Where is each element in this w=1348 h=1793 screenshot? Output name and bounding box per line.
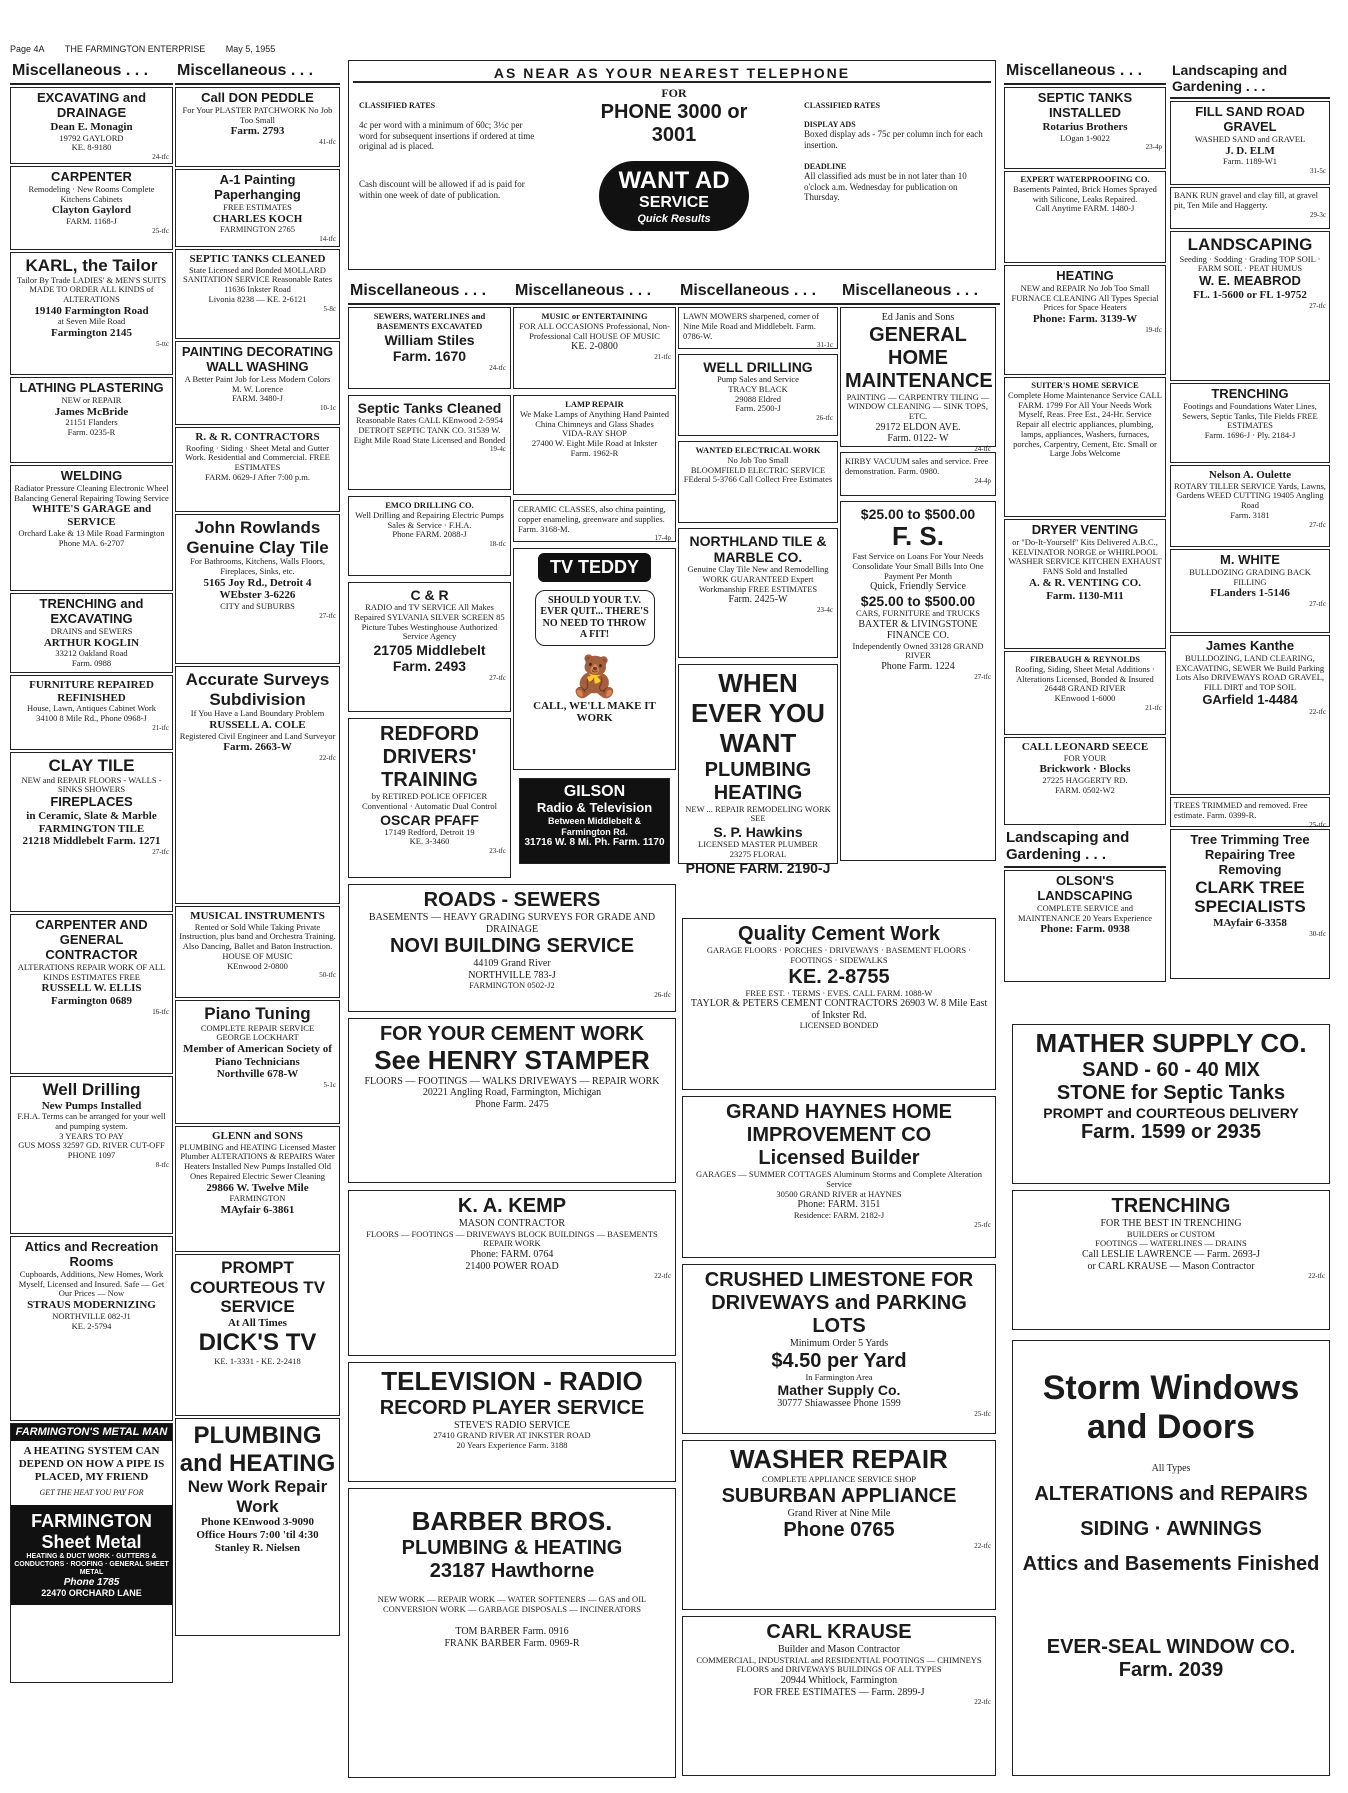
- masthead: [10, 44, 340, 58]
- classified-ad: MUSICAL INSTRUMENTS Rented or Sold While Taking Private Instruction, plus band and Orchestra Training. Also Dancing, Ballet and Baton Instruction. HOUSE OF MUSIC KEnwood 2-0800 50-tfc: [175, 906, 340, 998]
- classified-ad: CARPENTER AND GENERAL CONTRACTOR ALTERATIONS REPAIR WORK OF ALL KINDS ESTIMATES FREE RUSSELL W. ELLIS Farmington 0689 16-tfc: [10, 914, 173, 1074]
- classified-ad: CALL LEONARD SEECE FOR YOUR Brickwork · Blocks 27225 HAGGERTY RD. FARM. 0502-W2: [1004, 737, 1166, 825]
- section-heading: Landscaping and Gardening . . .: [1170, 60, 1330, 99]
- issue-date: May 5, 1955: [225, 44, 276, 54]
- classified-ad: SEWERS, WATERLINES and BASEMENTS EXCAVATED William Stiles Farm. 1670 24-tfc: [348, 307, 511, 389]
- paper-name: THE FARMINGTON ENTERPRISE: [64, 44, 206, 54]
- classified-ad: CRUSHED LIMESTONE FOR DRIVEWAYS and PARKING LOTS Minimum Order 5 Yards $4.50 per Yard In Farmington Area Mather Supply Co. 30777 Shiawassee Phone 1599 25-tfc: [682, 1264, 996, 1434]
- classified-ad: C & R RADIO and TV SERVICE All Makes Repaired SYLVANIA SILVER SCREEN 85 Picture Tubes Westinghouse Authorized Service Agency 21705 Middlebelt Farm. 2493 27-tfc: [348, 582, 511, 712]
- section-heading: Miscellaneous . . .: [678, 280, 842, 305]
- classified-ad: John Rowlands Genuine Clay Tile For Bathrooms, Kitchens, Walls Floors, Fireplaces, Sinks, etc. 5165 Joy Rd., Detroit 4 WEbster 3-6226 CITY and SUBURBS 27-tfc: [175, 514, 340, 664]
- classified-ad: ROADS - SEWERS BASEMENTS — HEAVY GRADING SURVEYS FOR GRADE AND DRAINAGE NOVI BUILDING SERVICE 44109 Grand River NORTHVILLE 783-J FARMINGTON 0502-J2 26-tfc: [348, 884, 676, 1012]
- classified-ad: KARL, the Tailor Tailor By Trade LADIES' & MEN'S SUITS MADE TO ORDER ALL KINDS of ALTERATIONS 19140 Farmington Road at Seven Mile Road Farmington 2145 5-ttc: [10, 252, 173, 375]
- classified-ad: Attics and Recreation Rooms Cupboards, Additions, New Homes, Work Myself, Licensed and Insured. Safe — Get Our Prices — Now STRAUS MODERNIZING NORTHVILLE 082-J1 KE. 2-5794: [10, 1236, 173, 1421]
- classified-ad: CLAY TILE NEW and REPAIR FLOORS - WALLS - SINKS SHOWERS FIREPLACES in Ceramic, Slate & Marble FARMINGTON TILE 21218 Middlebelt Farm. 1271 27-tfc: [10, 752, 173, 912]
- classified-ad: LATHING PLASTERING NEW or REPAIR James McBride 21151 Flanders Farm. 0235-R: [10, 377, 173, 463]
- classified-ad: SUITER'S HOME SERVICE Complete Home Maintenance Service CALL FARM. 1799 For All Your Needs Work Myself, Reas. Free Est., 24-Hr. Service Repair all electric appliances, plumbing, lamps, appliances, Washers, furnaces, porches, Carpentry, Cement, Etc. Small or Large Jobs Welcome: [1004, 377, 1166, 517]
- page-number: Page 4A: [10, 44, 45, 54]
- classified-ad: WANTED ELECTRICAL WORK No Job Too Small BLOOMFIELD ELECTRIC SERVICE FEderal 5-3766 Call Collect Free Estimates: [678, 441, 838, 523]
- classified-ad: REDFORD DRIVERS' TRAINING by RETIRED POLICE OFFICER Conventional · Automatic Dual Control OSCAR PFAFF 17149 Redford, Detroit 19 KE. 3-3460 23-tfc: [348, 718, 511, 878]
- teddy-icon: 🧸: [569, 653, 620, 699]
- classified-ad: James Kanthe BULLDOZING, LAND CLEARING, EXCAVATING, SEWER We Build Parking Lots Also DRIVEWAYS ROAD GRAVEL, FILL DIRT and TOP SOIL GArfield 1-4484 22-tfc: [1170, 635, 1330, 795]
- column-7: [1004, 60, 1166, 984]
- classified-ad: Quality Cement Work GARAGE FLOORS · PORCHES · DRIVEWAYS · BASEMENT FLOORS · FOOTINGS · SIDEWALKS KE. 2-8755 FREE EST. · TERMS · EVES. CALL FARM. 1088-W TAYLOR & PETERS CEMENT CONTRACTORS 26903 W. 8 Mile East of Inkster Rd. LICENSED BONDED: [682, 918, 996, 1090]
- classified-ad: EXPERT WATERPROOFING CO. Basements Painted, Brick Homes Sprayed with Silicone, Leaks Repaired. Call Anytime FARM. 1480-J: [1004, 171, 1166, 263]
- classified-ad: WHEN EVER YOU WANT PLUMBING HEATING NEW ... REPAIR REMODELING WORK SEE S. P. Hawkins LICENSED MASTER PLUMBER 23275 FLORAL PHONE FARM. 2190-J: [678, 664, 838, 864]
- classified-ad: WASHER REPAIR COMPLETE APPLIANCE SERVICE SHOP SUBURBAN APPLIANCE Grand River at Nine Mile Phone 0765 22-tfc: [682, 1440, 996, 1610]
- classified-rates-banner: AS NEAR AS YOUR NEAREST TELEPHONE CLASSIFIED RATES 4c per word with a minimum of 60c; 3½c per word for subsequent insertions if ordered at time original ad is placed. Cash discount will be allowed if ad is paid for within one week of date of publication. FOR PHONE 3000 or 3001 WANT AD SERVICE Quick Results CLASSIFIED RATES DISPLAY ADS Boxed display ads - 75c per column inch for each insertion. DEADLINE All classified ads must be in not later than 10 o'clock a.m. Wednesday for publication on Thursday.: [348, 60, 996, 270]
- classified-ad: EXCAVATING and DRAINAGE Dean E. Monagin 19792 GAYLORD KE. 8-9180 24-tfc: [10, 87, 173, 164]
- section-heading: Miscellaneous . . .: [175, 60, 340, 85]
- classified-ad: PAINTING DECORATING WALL WASHING A Better Paint Job for Less Modern Colors M. W. Lorence FARM. 3480-J 10-1c: [175, 341, 340, 425]
- classified-ad: SEPTIC TANKS CLEANED State Licensed and Bonded MOLLARD SANITATION SERVICE Reasonable Rates 11636 Inkster Road Livonia 8238 — KE. 2-6121 5-8c: [175, 249, 340, 339]
- column-8: [1170, 60, 1330, 981]
- classified-ad: EMCO DRILLING CO. Well Drilling and Repairing Electric Pumps Sales & Service · F.H.A. Phone FARM. 2088-J 18-tfc: [348, 496, 511, 576]
- classified-ad: Call DON PEDDLE For Your PLASTER PATCHWORK No Job Too Small Farm. 2793 41-tfc: [175, 87, 340, 167]
- classified-ad: WELL DRILLING Pump Sales and Service TRACY BLACK 29088 Eldred Farm. 2500-J 26-tfc: [678, 354, 838, 436]
- classified-ad: TELEVISION - RADIO RECORD PLAYER SERVICE STEVE'S RADIO SERVICE 27410 GRAND RIVER AT INKSTER ROAD 20 Years Experience Farm. 3188: [348, 1362, 676, 1482]
- section-heading: Landscaping and Gardening . . .: [1004, 827, 1166, 868]
- gilson-ad: GILSON Radio & Television Between Middlebelt & Farmington Rd. 31716 W. 8 Mi. Ph. Farm. 1170: [519, 778, 670, 864]
- column-2: [175, 60, 340, 1638]
- classified-ad: M. WHITE BULLDOZING GRADING BACK FILLING FLanders 1-5146 27-tfc: [1170, 549, 1330, 633]
- classified-ad: FIREBAUGH & REYNOLDS Roofing, Siding, Sheet Metal Additions · Alterations Licensed, Bonded & Insured 26448 GRAND RIVER KEnwood 1-6000 21-tfc: [1004, 651, 1166, 735]
- classified-ad: GLENN and SONS PLUMBING and HEATING Licensed Master Plumber ALTERATIONS & REPAIRS Water Heaters Installed New Pumps Installed Old Ones Repaired Electric Sewer Cleaning 29866 W. Twelve Mile FARMINGTON MAyfair 6-3861: [175, 1126, 340, 1252]
- classified-ad: GRAND HAYNES HOME IMPROVEMENT CO Licensed Builder GARAGES — SUMMER COTTAGES Aluminum Storms and Complete Alteration Service 30500 GRAND RIVER at HAYNES Phone: FARM. 3151 Residence: FARM. 2182-J 25-tfc: [682, 1096, 996, 1258]
- classified-ad: DRYER VENTING or "Do-It-Yourself" Kits Delivered A.B.C., KELVINATOR NORGE or WHIRLPOOL WASHER SERVICE KITCHEN EXHAUST FANS Sold and Installed A. & R. VENTING CO. Farm. 1130-M11: [1004, 519, 1166, 649]
- banner-tagline: AS NEAR AS YOUR NEAREST TELEPHONE: [353, 65, 991, 83]
- classified-ad: FOR YOUR CEMENT WORK See HENRY STAMPER FLOORS — FOOTINGS — WALKS DRIVEWAYS — REPAIR WORK 20221 Angling Road, Farmington, Michigan Phone Farm. 2475: [348, 1018, 676, 1183]
- section-heading: Miscellaneous . . .: [10, 60, 173, 85]
- metal-man-ad: FARMINGTON'S METAL MAN A HEATING SYSTEM CAN DEPEND ON HOW A PIPE IS PLACED, MY FRIEND GET THE HEAT YOU PAY FOR FARMINGTON Sheet Metal HEATING & DUCT WORK · GUTTERS & CONDUCTORS · ROOFING · GENERAL SHEET METAL Phone 1785 22470 ORCHARD LANE: [10, 1423, 173, 1683]
- classified-ad: BARBER BROS. PLUMBING & HEATING 23187 Hawthorne NEW WORK — REPAIR WORK — WATER SOFTENERS — GAS and OIL CONVERSION WORK — GARBAGE DISPOSALS — INCINERATORS TOM BARBER Farm. 0916 FRANK BARBER Farm. 0969-R: [348, 1488, 676, 1778]
- classified-ad: OLSON'S LANDSCAPING COMPLETE SERVICE and MAINTENANCE 20 Years Experience Phone: Farm. 0938: [1004, 870, 1166, 982]
- banner-phone: PHONE 3000 or 3001: [600, 100, 748, 146]
- section-heading: Miscellaneous . . .: [840, 280, 1000, 305]
- tv-teddy-ad: TV TEDDY SHOULD YOUR T.V. EVER QUIT... THERE'S NO NEED TO THROW A FIT! 🧸 CALL, WE'LL MAKE IT WORK: [513, 548, 676, 770]
- classified-ad: PLUMBING and HEATING New Work Repair Work Phone KEnwood 3-9090 Office Hours 7:00 'til 4:30 Stanley R. Nielsen: [175, 1418, 340, 1636]
- classified-ad: K. A. KEMP MASON CONTRACTOR FLOORS — FOOTINGS — DRIVEWAYS BLOCK BUILDINGS — BASEMENTS REPAIR WORK Phone: FARM. 0764 21400 POWER ROAD 22-tfc: [348, 1190, 676, 1356]
- classified-ad: FURNITURE REPAIRED REFINISHED House, Lawn, Antiques Cabinet Work 34100 8 Mile Rd., Phone 0968-J 21-tfc: [10, 675, 173, 750]
- classified-ad: MUSIC or ENTERTAINING FOR ALL OCCASIONS Professional, Non-Professional Call HOUSE OF MUSIC KE. 2-0800 21-tfc: [513, 307, 676, 389]
- classified-ad: Storm Windows and Doors All Types ALTERATIONS and REPAIRS SIDING · AWNINGS Attics and Basements Finished EVER-SEAL WINDOW CO. Farm. 2039: [1012, 1340, 1330, 1776]
- classified-ad: TRENCHING Footings and Foundations Water Lines, Sewers, Septic Tanks, Tile Fields FREE ESTIMATES Farm. 1696-J · Ply. 2184-J: [1170, 383, 1330, 463]
- classified-ad: TRENCHING and EXCAVATING DRAINS and SEWERS ARTHUR KOGLIN 33212 Oakland Road Farm. 0988: [10, 593, 173, 673]
- classified-ad: LAMP REPAIR We Make Lamps of Anything Hand Painted China Chimneys and Glass Shades VIDA-RAY SHOP 27400 W. Eight Mile Road at Inkster Farm. 1962-R: [513, 395, 676, 495]
- column-1: [10, 60, 173, 1685]
- classified-ad: PROMPT COURTEOUS TV SERVICE At All Times DICK'S TV KE. 1-3331 - KE. 2-2418: [175, 1254, 340, 1416]
- classified-ad: Well Drilling New Pumps Installed F.H.A. Terms can be arranged for your well and pumping system. 3 YEARS TO PAY GUS MOSS 32597 GD. RIVER CUT-OFF PHONE 1097 8-tfc: [10, 1076, 173, 1234]
- classified-ad: A-1 Painting Paperhanging FREE ESTIMATES CHARLES KOCH FARMINGTON 2765 14-tfc: [175, 169, 340, 247]
- classified-ad: Nelson A. Oulette ROTARY TILLER SERVICE Yards, Lawns, Gardens WEED CUTTING 19405 Angling Road Farm. 3181 27-tfc: [1170, 465, 1330, 547]
- classified-ad: Accurate Surveys Subdivision If You Have a Land Boundary Problem RUSSELL A. COLE Registered Civil Engineer and Land Surveyor Farm. 2663-W 22-tfc: [175, 666, 340, 904]
- classified-ad: $25.00 to $500.00 F. S. Fast Service on Loans For Your Needs Consolidate Your Small Bills Into One Payment Per Month Quick, Friendly Service $25.00 to $500.00 CARS, FURNITURE and TRUCKS BAXTER & LIVINGSTONE FINANCE CO. Independently Owned 33128 GRAND RIVER Phone Farm. 1224 27-tfc: [840, 501, 996, 861]
- classified-ad: CERAMIC CLASSES, also china painting, copper enameling, greenware and supplies. Farm. 3168-M. 17-4p: [513, 500, 676, 542]
- classified-ad: TREES TRIMMED and removed. Free estimate. Farm. 0399-R. 25-tfc: [1170, 797, 1330, 827]
- classified-ad: Piano Tuning COMPLETE REPAIR SERVICE GEORGE LOCKHART Member of American Society of Piano Technicians Northville 678-W 5-1c: [175, 1000, 340, 1124]
- section-heading: Miscellaneous . . .: [1004, 60, 1166, 85]
- classified-ad: BANK RUN gravel and clay fill, at gravel pit, Ten Mile and Haggerty. 29-3c: [1170, 187, 1330, 229]
- classified-ad: LAWN MOWERS sharpened, corner of Nine Mile Road and Middlebelt. Farm. 0786-W. 31-1c: [678, 307, 838, 349]
- section-heading: Miscellaneous . . .: [513, 280, 682, 305]
- classified-ad: TRENCHING FOR THE BEST IN TRENCHING BUILDERS or CUSTOM FOOTINGS — WATERLINES — DRAINS Call LESLIE LAWRENCE — Farm. 2693-J or CARL KRAUSE — Mason Contractor 22-tfc: [1012, 1190, 1330, 1330]
- classified-ad: WELDING Radiator Pressure Cleaning Electronic Wheel Balancing General Repairing Towing Service WHITE'S GARAGE and SERVICE Orchard Lake & 13 Mile Road Farmington Phone MA. 6-2707: [10, 465, 173, 591]
- classified-ad: MATHER SUPPLY CO. SAND - 60 - 40 MIX STONE for Septic Tanks PROMPT and COURTEOUS DELIVERY Farm. 1599 or 2935: [1012, 1024, 1330, 1184]
- classified-ad: FILL SAND ROAD GRAVEL WASHED SAND and GRAVEL J. D. ELM Farm. 1189-W1 31-5c: [1170, 101, 1330, 185]
- classified-ad: NORTHLAND TILE & MARBLE CO. Genuine Clay Tile New and Remodelling WORK GUARANTEED Expert Workmanship FREE ESTIMATES Farm. 2425-W 23-4c: [678, 528, 838, 658]
- classified-ad: HEATING NEW and REPAIR No Job Too Small FURNACE CLEANING All Types Special Prices for Space Heaters Phone: Farm. 3139-W 19-tfc: [1004, 265, 1166, 375]
- classified-ad: Septic Tanks Cleaned Reasonable Rates CALL KEnwood 2-5954 DETROIT SEPTIC TANK CO. 31539 W. Eight Mile Road State Licensed and Bonded 19-4c: [348, 395, 511, 490]
- section-heading: Miscellaneous . . .: [348, 280, 517, 305]
- classified-ad: Ed Janis and Sons GENERAL HOME MAINTENANCE PAINTING — CARPENTRY TILING — WINDOW CLEANING — SINK TOPS, ETC. 29172 ELDON AVE. Farm. 0122- W 24-tfc: [840, 307, 996, 447]
- want-ad-logo: WANT AD SERVICE Quick Results: [599, 161, 749, 232]
- classified-ad: CARPENTER Remodeling · New Rooms Complete Kitchens Cabinets Clayton Gaylord FARM. 1168-J 25-tfc: [10, 166, 173, 250]
- classified-ad: R. & R. CONTRACTORS Roofing · Siding · Sheet Metal and Gutter Work. Residential and Commercial. FREE ESTIMATES FARM. 0629-J After 7:00 p.m.: [175, 427, 340, 512]
- classified-ad: KIRBY VACUUM sales and service. Free demonstration. Farm. 0980. 24-4p: [840, 452, 996, 496]
- classified-ad: SEPTIC TANKS INSTALLED Rotarius Brothers LOgan 1-9022 23-4p: [1004, 87, 1166, 169]
- classified-ad: Tree Trimming Tree Repairing Tree Removing CLARK TREE SPECIALISTS MAyfair 6-3358 30-tfc: [1170, 829, 1330, 979]
- classified-ad: LANDSCAPING Seeding · Sodding · Grading TOP SOIL · FARM SOIL · PEAT HUMUS W. E. MEABROD FL. 1-5600 or FL 1-9752 27-tfc: [1170, 231, 1330, 381]
- classified-ad: CARL KRAUSE Builder and Mason Contractor COMMERCIAL, INDUSTRIAL and RESIDENTIAL FOOTINGS — CHIMNEYS FLOORS and DRIVEWAYS BUILDINGS OF ALL TYPES 20944 Whitlock, Farmington FOR FREE ESTIMATES — Farm. 2899-J 22-tfc: [682, 1616, 996, 1776]
